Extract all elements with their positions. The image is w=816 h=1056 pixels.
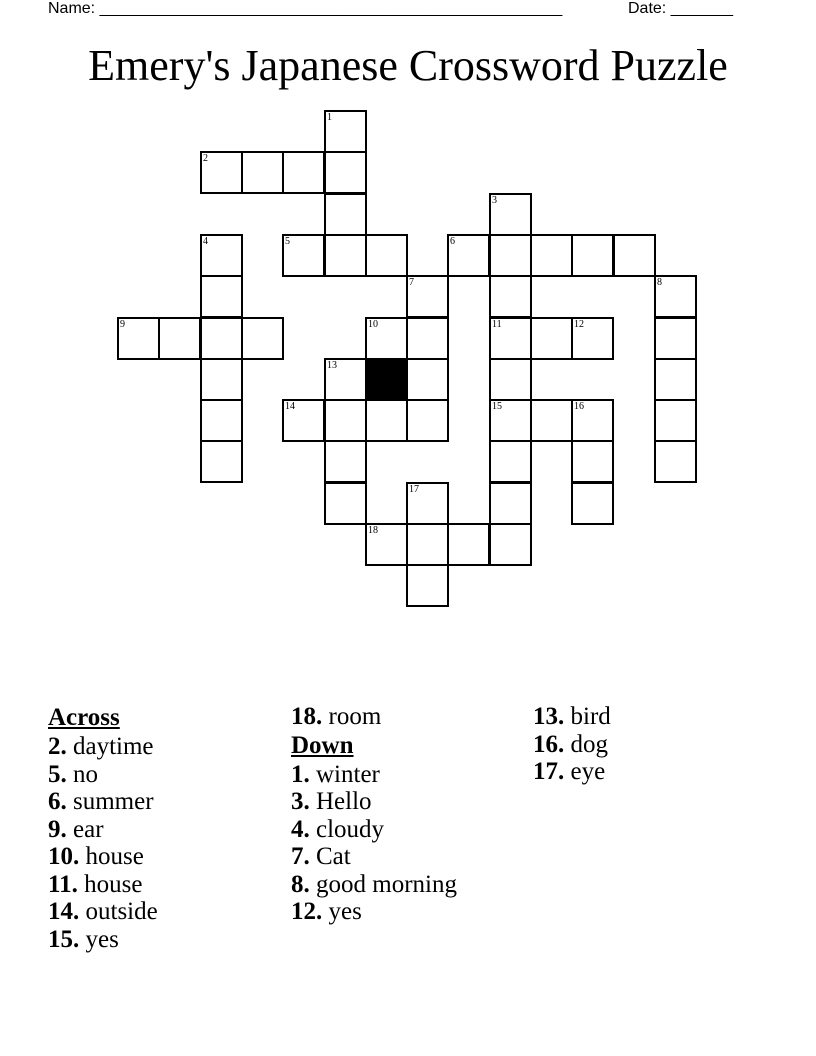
clue-number: 15 (492, 401, 502, 412)
clue-number: 11 (492, 319, 502, 330)
grid-cell[interactable] (406, 275, 449, 318)
page-title: Emery's Japanese Crossword Puzzle (88, 41, 728, 90)
grid-cell[interactable] (571, 440, 614, 483)
clue-across-2: 2. daytime (48, 733, 154, 760)
grid-cell[interactable] (365, 234, 408, 277)
grid-cell[interactable] (489, 358, 532, 401)
clue-across-15: 15. yes (48, 925, 119, 953)
grid-cell[interactable] (200, 151, 243, 194)
clue-down-8: 8. good morning (291, 870, 457, 898)
grid-cell[interactable] (324, 151, 367, 194)
grid-cell[interactable] (530, 399, 573, 442)
grid-cell[interactable] (241, 151, 284, 194)
grid-cell[interactable] (654, 275, 697, 318)
clue-across-10: 10. house (48, 843, 144, 870)
grid-cell[interactable] (571, 399, 614, 442)
clue-number: 18 (368, 525, 378, 536)
grid-cell[interactable] (571, 317, 614, 360)
clue-down-12: 12. yes (291, 898, 362, 925)
grid-cell[interactable] (200, 358, 243, 401)
clue-number: 5 (285, 236, 290, 247)
down-heading: Down (291, 731, 354, 759)
grid-cell[interactable] (489, 275, 532, 318)
clue-number: 13 (327, 360, 337, 371)
clue-number: 8 (657, 277, 662, 288)
grid-cell[interactable] (406, 358, 449, 401)
clue-across-6: 6. summer (48, 788, 154, 815)
clue-number: 9 (120, 319, 125, 330)
grid-cell[interactable] (613, 234, 656, 277)
grid-cell[interactable] (447, 234, 490, 277)
grid-cell[interactable] (489, 399, 532, 442)
clue-number: 17 (409, 484, 419, 495)
grid-cell[interactable] (324, 482, 367, 525)
grid-cell[interactable] (324, 358, 367, 401)
clue-number: 1 (327, 112, 332, 123)
clue-down-17: 17. eye (533, 758, 606, 785)
grid-cell[interactable] (447, 523, 490, 566)
grid-cell[interactable] (654, 317, 697, 360)
clue-across-14: 14. outside (48, 898, 158, 925)
grid-cell[interactable] (324, 234, 367, 277)
grid-cell[interactable] (406, 523, 449, 566)
black-square (365, 358, 408, 401)
date-field[interactable]: Date: _______ (628, 0, 733, 17)
grid-cell[interactable] (571, 234, 614, 277)
grid-cell[interactable] (117, 317, 160, 360)
grid-cell[interactable] (200, 440, 243, 483)
clue-column-1 (48, 703, 158, 953)
grid-cell[interactable] (489, 193, 532, 236)
grid-cell[interactable] (158, 317, 201, 360)
grid-cell[interactable] (200, 399, 243, 442)
grid-cell[interactable] (489, 440, 532, 483)
grid-cell[interactable] (282, 151, 325, 194)
clue-down-16: 16. dog (533, 730, 608, 758)
grid-cell[interactable] (654, 358, 697, 401)
grid-cell[interactable] (571, 482, 614, 525)
clue-number: 16 (574, 401, 584, 412)
grid-cell[interactable] (324, 110, 367, 153)
grid-cell[interactable] (489, 317, 532, 360)
grid-cell[interactable] (406, 482, 449, 525)
grid-cell[interactable] (406, 564, 449, 607)
clue-column-2 (291, 703, 457, 926)
grid-cell[interactable] (324, 440, 367, 483)
clue-across-5: 5. no (48, 760, 98, 788)
grid-cell[interactable] (530, 317, 573, 360)
clue-down-1: 1. winter (291, 760, 380, 788)
grid-cell[interactable] (489, 234, 532, 277)
clue-column-3 (533, 703, 611, 786)
clue-down-3: 3. Hello (291, 788, 372, 815)
grid-cell[interactable] (406, 317, 449, 360)
grid-cell[interactable] (654, 399, 697, 442)
clue-number: 14 (285, 401, 295, 412)
grid-cell[interactable] (324, 399, 367, 442)
clue-down-7: 7. Cat (291, 843, 351, 870)
grid-cell[interactable] (489, 523, 532, 566)
grid-cell[interactable] (530, 234, 573, 277)
grid-cell[interactable] (324, 193, 367, 236)
grid-cell[interactable] (200, 234, 243, 277)
grid-cell[interactable] (241, 317, 284, 360)
clue-across-11: 11. house (48, 870, 143, 898)
grid-cell[interactable] (489, 482, 532, 525)
grid-cell[interactable] (365, 523, 408, 566)
clue-across-18: 18. room (291, 703, 382, 730)
grid-cell[interactable] (282, 234, 325, 277)
clue-number: 4 (203, 236, 208, 247)
grid-cell[interactable] (200, 275, 243, 318)
name-field[interactable]: Name: ____________________________________________________ (48, 0, 563, 17)
clue-number: 7 (409, 277, 414, 288)
grid-cell[interactable] (654, 440, 697, 483)
grid-cell[interactable] (406, 399, 449, 442)
clue-number: 12 (574, 319, 584, 330)
clue-down-13: 13. bird (533, 703, 611, 730)
clue-number: 3 (492, 195, 497, 206)
across-heading: Across (48, 704, 120, 731)
clue-number: 6 (450, 236, 455, 247)
clue-number: 10 (368, 319, 378, 330)
grid-cell[interactable] (365, 317, 408, 360)
grid-cell[interactable] (200, 317, 243, 360)
clue-down-4: 4. cloudy (291, 815, 385, 843)
clue-number: 2 (203, 153, 208, 164)
grid-cell[interactable] (365, 399, 408, 442)
clue-across-9: 9. ear (48, 815, 104, 843)
grid-cell[interactable] (282, 399, 325, 442)
